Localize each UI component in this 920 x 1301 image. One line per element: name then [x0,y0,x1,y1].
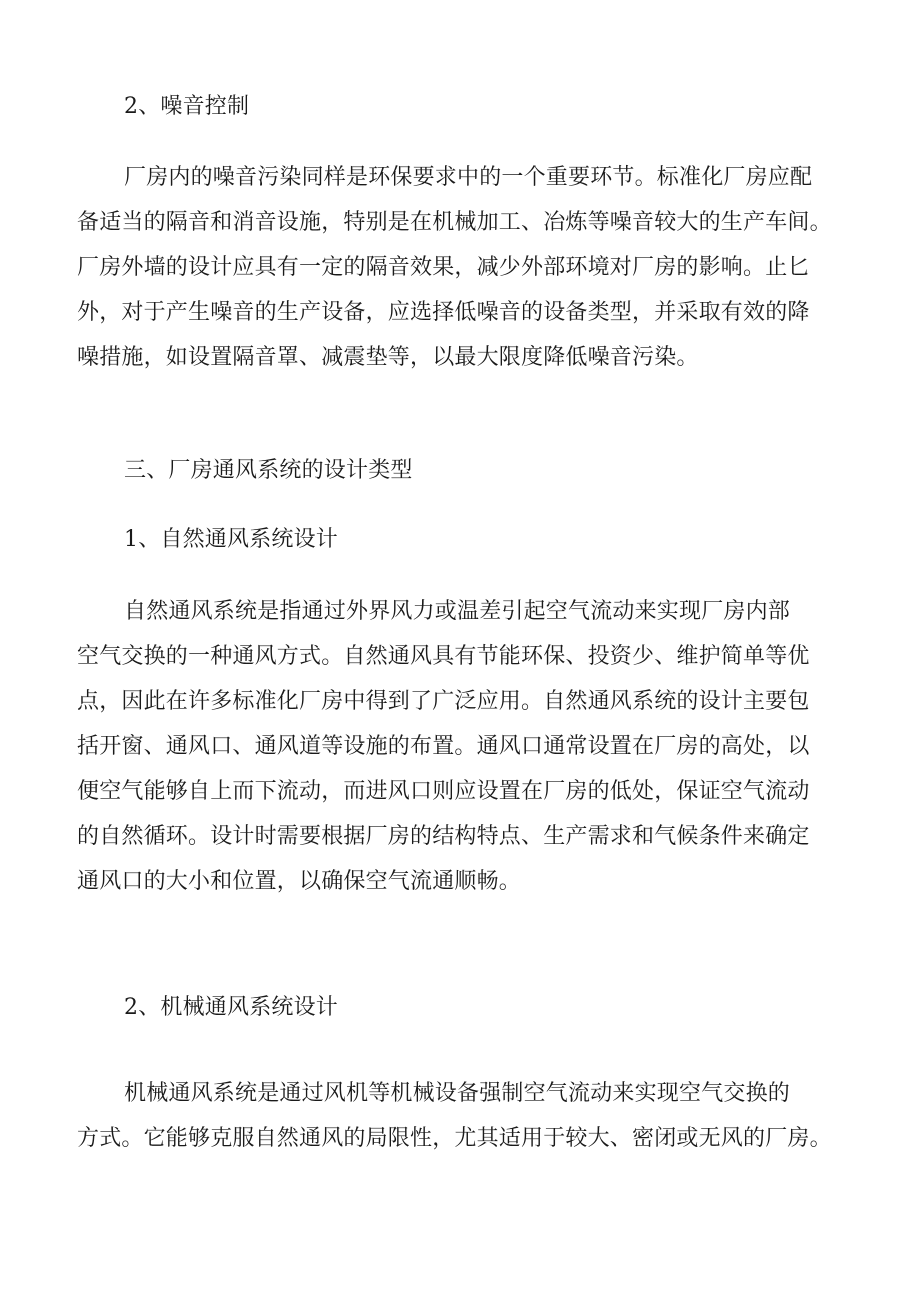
section-heading-ventilation-types [77,448,894,493]
heading-text: 三、厂房通风系统的设计类型 [124,458,413,483]
paragraph-line: 方式。它能够克服自然通风的局限性，尤其适用于较大、密闭或无风的厂房。 [77,1126,832,1151]
paragraph-line: 噪措施，如设置隔音罩、减震垫等，以最大限度降低噪音污染。 [77,345,699,370]
paragraph-line: 厂房内的噪音污染同样是环保要求中的一个重要环节。标准化厂房应配 [124,165,813,190]
paragraph-line: 空气交换的一种通风方式。自然通风具有节能环保、投资少、维护简单等优 [77,644,810,669]
paragraph-natural-ventilation [77,589,847,904]
paragraph-line: 备适当的隔音和消音设施，特别是在机械加工、冶炼等噪音较大的生产车间。 [77,210,832,235]
paragraph-line: 点，因此在许多标准化厂房中得到了广泛应用。自然通风系统的设计主要包 [77,689,810,714]
paragraph-line: 外，对于产生噪音的生产设备，应选择低噪音的设备类型，并采取有效的降 [77,300,810,325]
paragraph-line: 自然通风系统是指通过外界风力或温差引起空气流动来实现厂房内部 [124,599,791,624]
section-heading-noise-control [77,84,894,129]
heading-text: 2、机械通风系统设计 [124,995,338,1020]
paragraph-line: 通风口的大小和位置，以确保空气流通顺畅。 [77,869,522,894]
paragraph-line: 机械通风系统是通过风机等机械设备强制空气流动来实现空气交换的 [124,1081,791,1106]
paragraph-line: 便空气能够自上而下流动，而进风口则应设置在厂房的低处，保证空气流动 [77,779,810,804]
paragraph-mechanical-ventilation [77,1071,847,1161]
paragraph-line: 括开窗、通风口、通风道等设施的布置。通风口通常设置在厂房的高处，以 [77,734,810,759]
heading-text: 2、噪音控制 [124,94,250,119]
section-heading-mechanical-ventilation [77,985,894,1030]
paragraph-line: 的自然循环。设计时需要根据厂房的结构特点、生产需求和气候条件来确定 [77,824,810,849]
paragraph-noise-control [77,155,847,380]
section-heading-natural-ventilation [77,517,894,562]
paragraph-line: 厂房外墙的设计应具有一定的隔音效果，减少外部环境对厂房的影响。止匕 [77,255,810,280]
heading-text: 1、自然通风系统设计 [124,527,338,552]
